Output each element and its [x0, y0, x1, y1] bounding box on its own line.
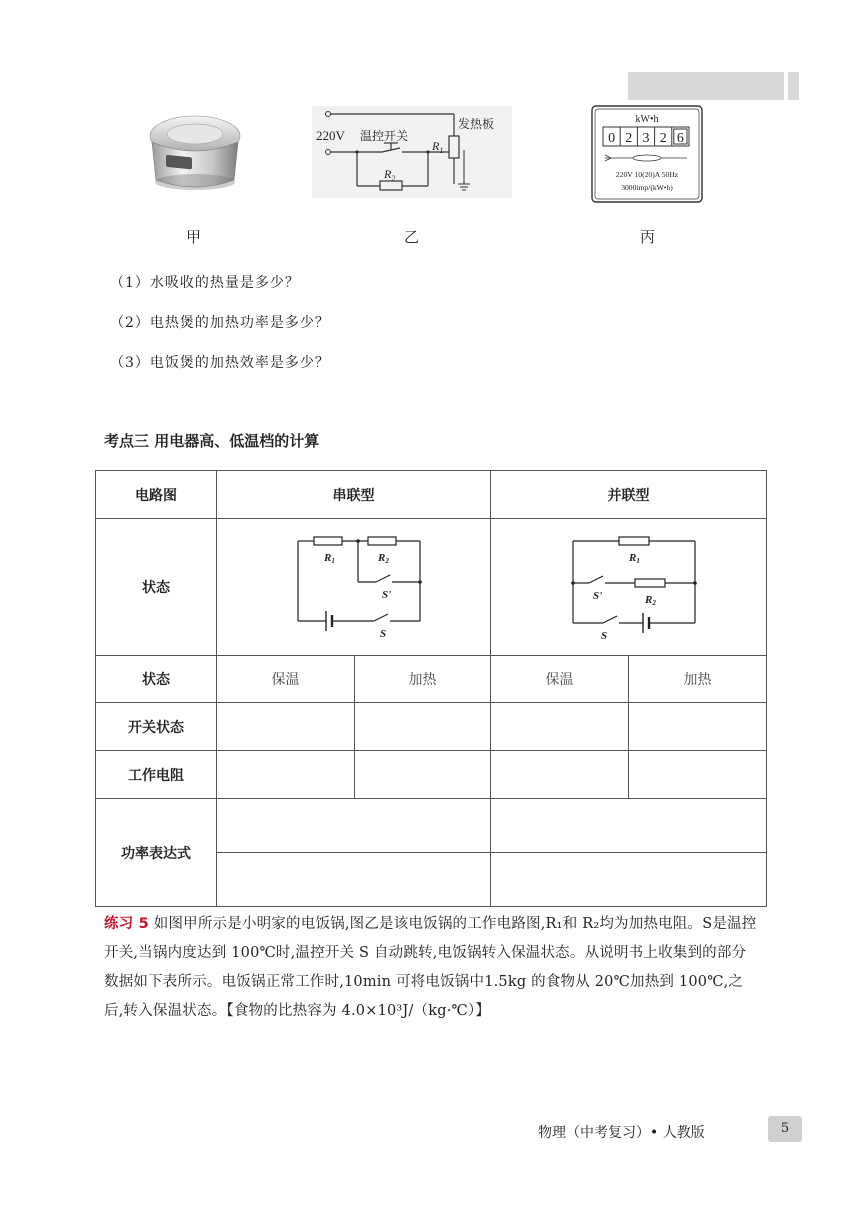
meter-digit: 2 — [625, 131, 633, 146]
r2-sub: 2 — [391, 174, 396, 183]
blank-cell — [491, 703, 629, 751]
blank-cell — [355, 751, 491, 799]
svg-text:R1 — [628, 552, 640, 565]
r1-sub: 1 — [439, 146, 444, 155]
row-state: 状态 — [96, 656, 217, 703]
svg-text:R2 — [377, 552, 389, 565]
exercise-tag: 练习 5 — [104, 916, 149, 932]
meter-unit: kW•h — [635, 114, 659, 125]
blank-cell — [629, 751, 767, 799]
parallel-s: S — [600, 630, 607, 642]
blank-cell — [217, 799, 491, 853]
thermo-switch-label: 温控开关 — [360, 129, 409, 143]
figure-yi-label: 乙 — [404, 228, 420, 246]
r1-label: R — [432, 139, 440, 153]
parallel-r1-sub: 1 — [635, 557, 640, 565]
page-number: 5 — [768, 1116, 802, 1142]
question-3: （3）电饭煲的加热效率是多少？ — [110, 355, 330, 371]
parallel-circuit-diagram — [559, 527, 699, 643]
parallel-s-prime: S' — [592, 590, 602, 602]
rice-cooker-image — [140, 104, 250, 194]
series-r1-sub: 1 — [330, 557, 335, 565]
series-keep-warm: 保温 — [217, 656, 355, 703]
figure-jia-label: 甲 — [186, 228, 202, 246]
header-parallel: 并联型 — [491, 471, 767, 519]
blank-cell — [217, 751, 355, 799]
parallel-r2: R — [644, 594, 652, 606]
blank-cell — [491, 799, 767, 853]
exercise-text: 如图甲所示是小明家的电饭锅,图乙是该电饭锅的工作电路图,R₁和 R₂均为加热电阻。S是温控开关,当锅内度达到 100℃时,温控开关 S 自动跳转,电饭锅转入保温状态。从说明书上收集到的部分数据如下表所示。电饭锅正常工作时,10min 可将电饭锅中1.5kg 的食物从 20℃加热到 100℃,之后,转入保温状态。【食物的比热容为 4.0×10³J/（kg·℃）】 — [104, 916, 757, 1019]
series-r1: R — [323, 552, 331, 564]
row-working-resistance: 工作电阻 — [96, 751, 217, 799]
meter-digit: 3 — [642, 131, 650, 146]
header-series: 串联型 — [217, 471, 491, 519]
svg-text:R1 — [323, 552, 335, 565]
meter-spec: 220V 10(20)A 50Hz — [615, 170, 679, 179]
series-circuit-diagram — [284, 527, 424, 643]
series-s: S — [379, 628, 386, 640]
blank-cell — [491, 751, 629, 799]
question-1: （1）水吸收的热量是多少？ — [110, 275, 300, 291]
row-state-diagram: 状态 — [96, 519, 217, 656]
blank-cell — [629, 703, 767, 751]
meter-digit: 0 — [608, 131, 616, 146]
parallel-r1: R — [628, 552, 636, 564]
header-circuit: 电路图 — [96, 471, 217, 519]
parallel-r2-sub: 2 — [651, 599, 656, 607]
meter-digit: 2 — [659, 131, 667, 146]
series-r2: R — [377, 552, 385, 564]
electric-meter — [591, 105, 703, 203]
series-r2-sub: 2 — [384, 557, 389, 565]
svg-text:R2 — [644, 594, 656, 607]
figure-bing-label: 丙 — [640, 228, 656, 246]
heating-plate-label: 发热板 — [458, 117, 495, 131]
parallel-diagram-cell — [491, 519, 767, 656]
series-s-prime: S' — [381, 589, 391, 601]
blank-cell — [355, 703, 491, 751]
header-bar — [628, 72, 784, 100]
section-title: 考点三 用电器高、低温档的计算 — [104, 432, 320, 450]
r2-label: R — [384, 167, 392, 181]
row-power-expression: 功率表达式 — [96, 799, 217, 907]
parallel-heating: 加热 — [629, 656, 767, 703]
parallel-keep-warm: 保温 — [491, 656, 629, 703]
voltage-label: 220V — [316, 128, 345, 143]
heater-circuit-diagram — [312, 106, 512, 198]
gear-calc-table — [95, 470, 767, 907]
series-heating: 加热 — [355, 656, 491, 703]
blank-cell — [217, 853, 491, 907]
header-bar-end — [788, 72, 799, 100]
series-diagram-cell — [217, 519, 491, 656]
blank-cell — [491, 853, 767, 907]
exercise-5 — [104, 910, 760, 1026]
blank-cell — [217, 703, 355, 751]
row-switch-state: 开关状态 — [96, 703, 217, 751]
meter-imp: 3000imp/(kW•h) — [621, 183, 673, 192]
question-2: （2）电热煲的加热功率是多少？ — [110, 315, 330, 331]
footer-text: 物理（中考复习）• 人教版 — [538, 1125, 705, 1141]
meter-digit: 6 — [676, 131, 684, 146]
